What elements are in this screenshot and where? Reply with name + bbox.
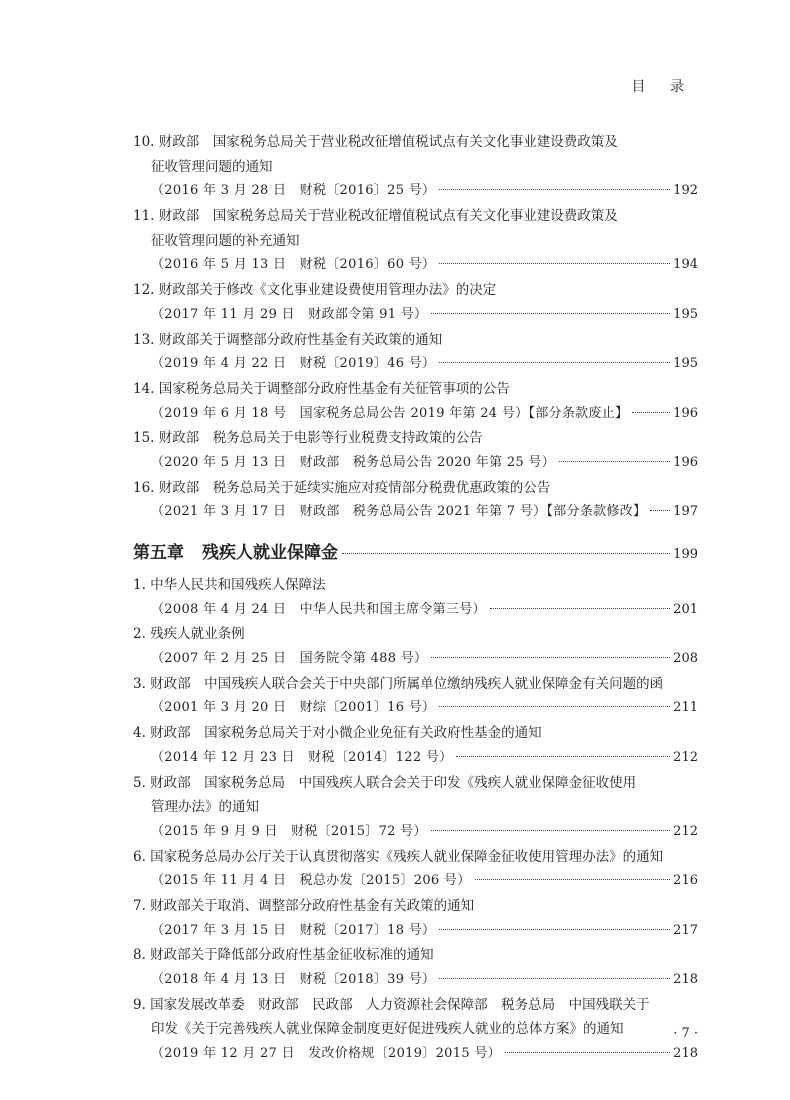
leader-dots	[439, 362, 670, 363]
toc-entry-title-continued: 征收管理问题的通知	[151, 158, 273, 175]
toc-entry-page-number: 217	[673, 922, 698, 938]
leader-dots	[439, 978, 670, 979]
toc-entry	[133, 573, 698, 622]
toc-section-previous-chapter	[133, 130, 698, 525]
leader-dots	[490, 608, 670, 609]
toc-entry-citation: （2015 年 11 月 4 日 税总办发〔2015〕206 号）	[151, 873, 471, 889]
toc-entry-citation-line	[133, 303, 698, 328]
toc-section-chapter-five	[133, 573, 698, 1067]
toc-entry-citation-line	[133, 352, 698, 377]
toc-entry-page-number: 201	[673, 601, 698, 617]
toc-entry-citation-line	[133, 253, 698, 278]
leader-dots	[650, 510, 670, 511]
toc-entry-citation-line	[133, 820, 698, 845]
toc-entry-citation-line	[133, 696, 698, 721]
toc-entry-title: 6. 国家税务总局办公厅关于认真贯彻落实《残疾人就业保障金征收使用管理办法》的通知	[133, 848, 664, 865]
page-number-footer: · 7 ·	[673, 1026, 698, 1041]
toc-entry-citation-line	[133, 402, 698, 427]
leader-dots	[559, 461, 670, 462]
chapter-title: 残疾人就业保障金	[202, 543, 338, 563]
toc-entry-citation: （2018 年 4 月 13 日 财税〔2018〕39 号）	[151, 972, 436, 987]
toc-entry-citation-line	[133, 1042, 698, 1067]
toc-entry-citation-line	[133, 919, 698, 944]
toc-entry-citation-line	[133, 746, 698, 771]
toc-entry-title: 3. 财政部 中国残疾人联合会关于中央部门所属单位缴纳残疾人就业保障金有关问题的函	[133, 675, 664, 692]
toc-entry-citation-line	[133, 968, 698, 993]
toc-entry	[133, 721, 698, 770]
toc-entry	[133, 894, 698, 943]
toc-entry-title-continued: 印发《关于完善残疾人就业保障金制度更好促进残疾人就业的总体方案》的通知	[151, 1021, 624, 1038]
toc-entry-title: 8. 财政部关于降低部分政府性基金征收标准的通知	[133, 947, 434, 964]
leader-dots	[439, 929, 670, 930]
toc-entry-citation-line	[133, 647, 698, 672]
toc-entry-page-number: 192	[673, 183, 698, 199]
leader-dots	[439, 263, 670, 264]
toc-entry-page-number: 194	[673, 257, 698, 273]
toc-entry-page-number: 197	[673, 504, 698, 520]
toc-entry-page-number: 218	[673, 972, 698, 987]
toc-entry-citation: （2019 年 4 月 22 日 财税〔2019〕46 号）	[151, 356, 436, 372]
leader-dots	[505, 1052, 670, 1053]
leader-dots	[431, 313, 670, 314]
chapter-page-number: 199	[673, 547, 698, 562]
toc-entry-citation: （2008 年 4 月 24 日 中华人民共和国主席令第三号）	[151, 601, 486, 617]
toc-entry-citation: （2020 年 5 月 13 日 财政部 税务总局公告 2020 年第 25 号）	[151, 454, 556, 470]
toc-entry	[133, 672, 698, 721]
toc-entry	[133, 845, 698, 894]
toc-entry	[133, 622, 698, 671]
toc-entry	[133, 328, 698, 377]
toc-entry-page-number: 195	[673, 356, 698, 372]
toc-entry-citation: （2001 年 3 月 20 日 财综〔2001〕16 号）	[151, 700, 436, 716]
toc-entry-citation-line	[133, 869, 698, 894]
toc-entry-title: 12. 财政部关于修改《文化事业建设费使用管理办法》的决定	[133, 282, 497, 299]
toc-entry	[133, 278, 698, 327]
toc-entry-title: 9. 国家发展改革委 财政部 民政部 人力资源社会保障部 税务总局 中国残联关于	[133, 996, 650, 1013]
leader-dots	[439, 189, 670, 190]
toc-entry-citation-line	[133, 598, 698, 623]
toc-entry-title: 4. 财政部 国家税务总局关于对小微企业免征有关政府性基金的通知	[133, 725, 542, 742]
toc-entry-title: 16. 财政部 税务总局关于延续实施应对疫情部分税费优惠政策的公告	[133, 479, 551, 496]
leader-dots	[439, 706, 670, 707]
toc-entry-citation: （2007 年 2 月 25 日 国务院令第 488 号）	[151, 651, 428, 667]
toc-entry-citation: （2016 年 5 月 13 日 财税〔2016〕60 号）	[151, 257, 436, 273]
toc-entry	[133, 130, 698, 204]
toc-entry	[133, 993, 698, 1067]
toc-entry-page-number: 195	[673, 306, 698, 322]
running-header: 目 录	[631, 79, 694, 95]
toc-entry	[133, 771, 698, 845]
toc-entry-citation: （2016 年 3 月 28 日 财税〔2016〕25 号）	[151, 183, 436, 199]
toc-entry	[133, 943, 698, 992]
toc-entry-citation: （2014 年 12 月 23 日 财税〔2014〕122 号）	[151, 749, 453, 765]
toc-entry-citation: （2019 年 6 月 18 号 国家税务总局公告 2019 年第 24 号）【部分条款废止】	[151, 405, 629, 421]
toc-entry-page-number: 218	[673, 1046, 698, 1062]
toc-entry-citation: （2019 年 12 月 27 日 发改价格规〔2019〕2015 号）	[151, 1046, 501, 1062]
toc-entry-page-number: 196	[673, 454, 698, 470]
leader-dots	[475, 879, 671, 880]
table-of-contents	[133, 130, 698, 1067]
toc-entry-title: 13. 财政部关于调整部分政府性基金有关政策的通知	[133, 331, 443, 348]
toc-entry	[133, 476, 698, 525]
toc-entry-title: 7. 财政部关于取消、调整部分政府性基金有关政策的通知	[133, 897, 475, 914]
toc-entry-page-number: 211	[673, 700, 698, 716]
toc-entry-page-number: 196	[673, 405, 698, 421]
toc-entry-title: 2. 残疾人就业条例	[133, 626, 245, 643]
toc-entry-title: 14. 国家税务总局关于调整部分政府性基金有关征管事项的公告	[133, 380, 510, 397]
chapter-number: 第五章	[133, 543, 184, 563]
toc-entry-title: 10. 财政部 国家税务总局关于营业税改征增值税试点有关文化事业建设费政策及	[133, 134, 618, 150]
toc-entry-citation-line	[133, 500, 698, 525]
toc-entry-title-continued: 征收管理问题的补充通知	[151, 232, 300, 249]
toc-entry-title: 15. 财政部 税务总局关于电影等行业税费支持政策的公告	[133, 430, 483, 447]
leader-dots	[456, 756, 670, 757]
leader-dots	[342, 553, 670, 554]
toc-entry-title-continued: 管理办法》的通知	[151, 799, 259, 816]
toc-entry-citation: （2021 年 3 月 17 日 财政部 税务总局公告 2021 年第 7 号）【部分条款修改】	[151, 504, 647, 520]
toc-entry-page-number: 212	[673, 749, 698, 765]
toc-entry-citation-line	[133, 451, 698, 476]
toc-entry-page-number: 216	[673, 873, 698, 889]
toc-entry	[133, 204, 698, 278]
toc-entry-citation: （2017 年 3 月 15 日 财税〔2017〕18 号）	[151, 922, 436, 938]
toc-entry	[133, 377, 698, 426]
toc-entry-title: 5. 财政部 国家税务总局 中国残疾人联合会关于印发《残疾人就业保障金征收使用	[133, 774, 637, 791]
toc-entry-citation-line	[133, 179, 698, 204]
leader-dots	[632, 412, 670, 413]
leader-dots	[431, 657, 670, 658]
toc-entry-citation: （2015 年 9 月 9 日 财税〔2015〕72 号）	[151, 823, 427, 839]
toc-entry-page-number: 212	[673, 823, 698, 839]
toc-entry-page-number: 208	[673, 651, 698, 667]
chapter-heading	[133, 533, 698, 573]
leader-dots	[431, 830, 670, 831]
toc-entry-title: 1. 中华人民共和国残疾人保障法	[133, 577, 326, 593]
toc-entry-citation: （2017 年 11 月 29 日 财政部令第 91 号）	[151, 306, 428, 322]
toc-entry	[133, 426, 698, 475]
toc-entry-title: 11. 财政部 国家税务总局关于营业税改征增值税试点有关文化事业建设费政策及	[133, 208, 618, 225]
